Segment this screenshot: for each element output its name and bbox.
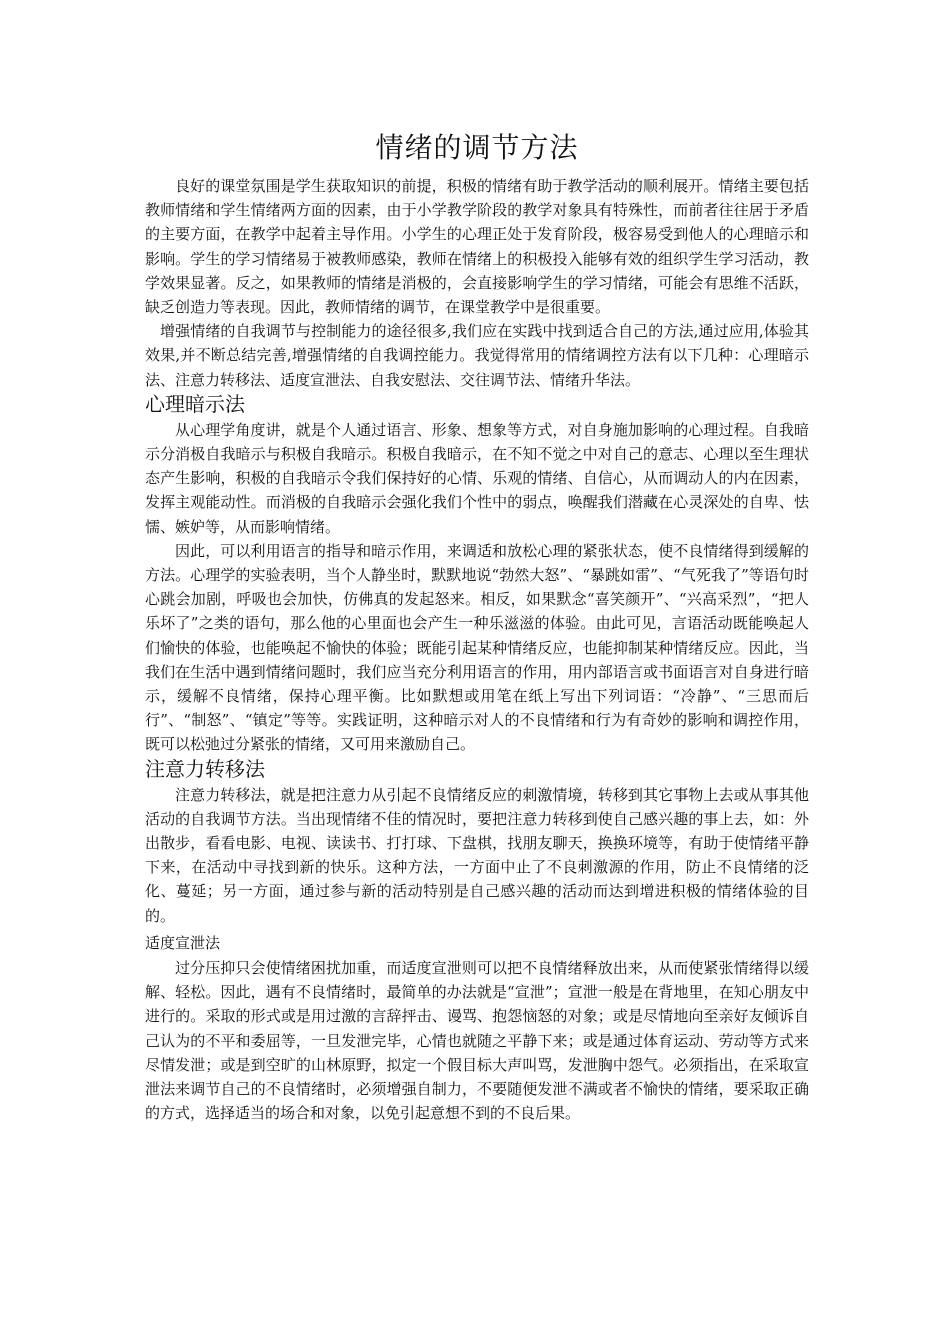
section-3-paragraph-1: 过分压抑只会使情绪困扰加重，而适度宣泄则可以把不良情绪释放出来，从而使紧张情绪得以缓解、轻松。因此，遇有不良情绪时，最简单的办法就是“宣泄”；宣泄一般是在背地里，在知心朋友中进行的。采取的形式或是用过激的言辞抨击、谩骂、抱怨恼怒的对象；或是尽情地向至亲好友倾诉自己认为的不平和委屈等，一旦发泄完毕，心情也就随之平静下来；或是通过体育运动、劳动等方式来尽情发泄；或是到空旷的山林原野，拟定一个假目标大声叫骂，发泄胸中怨气。必须指出，在采取宣泄法来调节自己的不良情绪时，必须增强自制力，不要随便发泄不满或者不愉快的情绪，要采取正确的方式，选择适当的场合和对象，以免引起意想不到的不良后果。 bbox=[145, 958, 809, 1123]
section-1-paragraph-2: 因此，可以利用语言的指导和暗示作用，来调适和放松心理的紧张状态，使不良情绪得到缓解的方法。心理学的实验表明，当个人静坐时，默默地说“勃然大怒”、“暴跳如雷”、“气死我了”等语句时心跳会加剧，呼吸也会加快，仿佛真的发起怒来。相反，如果默念“喜笑颜开”、“兴高采烈”，“把人乐坏了”之类的语句，那么他的心里面也会产生一种乐滋滋的体验。由此可见，言语活动既能唤起人们愉快的体验，也能唤起不愉快的体验；既能引起某种情绪反应，也能抑制某种情绪反应。因此，当我们在生活中遇到情绪问题时，我们应当充分利用语言的作用，用内部语言或书面语言对自身进行暗示，缓解不良情绪，保持心理平衡。比如默想或用笔在纸上写出下列词语：“冷静”、“三思而后行”、“制怒”、“镇定”等等。实践证明，这种暗示对人的不良情绪和行为有奇妙的影响和调控作用，既可以松弛过分紧张的情绪，又可用来激励自己。 bbox=[145, 541, 809, 754]
section-2-paragraph-1: 注意力转移法，就是把注意力从引起不良情绪反应的刺激情境，转移到其它事物上去或从事其他活动的自我调节方法。当出现情绪不佳的情况时，要把注意力转移到使自己感兴趣的事上去，如：外出散步，看看电影、电视、读读书、打打球、下盘棋，找朋友聊天，换换环境等，有助于使情绪平静下来，在活动中寻找到新的快乐。这种方法，一方面中止了不良刺激源的作用，防止不良情绪的泛化、蔓延；另一方面，通过参与新的活动特别是自己感兴趣的活动而达到增进积极的情绪体验的目的。 bbox=[145, 785, 809, 925]
section-1-paragraph-1: 从心理学角度讲，就是个人通过语言、形象、想象等方式，对自身施加影响的心理过程。自我暗示分消极自我暗示与积极自我暗示。积极自我暗示，在不知不觉之中对自己的意志、心理以至生理状态产生影响，积极的自我暗示令我们保持好的心情、乐观的情绪、自信心，从而调动人的内在因素，发挥主观能动性。而消极的自我暗示会强化我们个性中的弱点，唤醒我们潜藏在心灵深处的自卑、怯懦、嫉妒等，从而影响情绪。 bbox=[145, 420, 809, 536]
intro-paragraph-2: 增强情绪的自我调节与控制能力的途径很多,我们应在实践中找到适合自己的方法,通过应用,体验其效果,并不断总结完善,增强情绪的自我调控能力。我觉得常用的情绪调控方法有以下几种：心理暗示法、注意力转移法、适度宣泄法、自我安慰法、交往调节法、情绪升华法。 bbox=[145, 322, 809, 389]
intro-paragraph-1: 良好的课堂氛围是学生获取知识的前提，积极的情绪有助于教学活动的顺利展开。情绪主要包括教师情绪和学生情绪两方面的因素，由于小学教学阶段的教学对象具有特殊性，而前者往往居于矛盾的主要方面，在教学中起着主导作用。小学生的心理正处于发育阶段，极容易受到他人的心理暗示和影响。学生的学习情绪易于被教师感染，教师在情绪上的积极投入能够有效的组织学生学习活动，教学效果显著。反之，如果教师的情绪是消极的，会直接影响学生的学习情绪，可能会有思维不活跃，缺乏创造力等表现。因此，教师情绪的调节，在课堂教学中是很重要。 bbox=[145, 177, 809, 317]
section-heading-moderate-venting: 适度宣泄法 bbox=[145, 933, 221, 952]
document-page bbox=[145, 128, 809, 1125]
section-heading-attention-shift: 注意力转移法 bbox=[145, 756, 265, 781]
document-title: 情绪的调节方法 bbox=[375, 131, 579, 164]
section-heading-psychological-suggestion: 心理暗示法 bbox=[145, 391, 245, 416]
